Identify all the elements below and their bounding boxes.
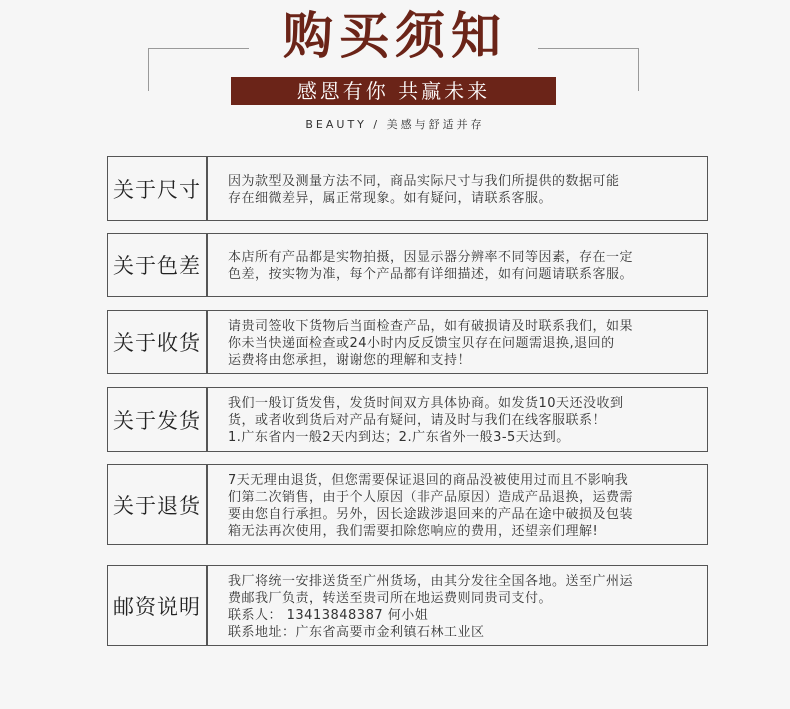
notice-content-receipt — [208, 310, 708, 374]
notice-content-shipping — [208, 387, 708, 452]
contact-address: 联系地址：广东省高要市金利镇石林工业区 — [228, 624, 485, 640]
notice-line: 你未当快递面检查或24小时内反反馈宝贝存在问题需退换,退回的 — [228, 335, 615, 351]
notice-line: 我厂将统一安排送货至广州货场，由其分发往全国各地。送至广州运 — [228, 573, 634, 589]
notice-row-receipt — [107, 310, 708, 374]
notice-line: 费邮我厂负责，转送至贵司所在地运费则同贵司支付。 — [228, 590, 553, 606]
notice-label-shipping: 关于发货 — [107, 387, 208, 452]
notice-content-postage — [208, 565, 708, 646]
notice-label-color: 关于色差 — [107, 233, 208, 297]
notice-row-shipping — [107, 387, 708, 452]
contact-person: 联系人： 13413848387 何小姐 — [228, 607, 429, 623]
notice-row-postage — [107, 565, 708, 646]
notice-line: 要由您自行承担。另外，因长途跋涉退回来的产品在途中破损及包装 — [228, 506, 634, 522]
notice-row-size — [107, 156, 708, 221]
notice-line: 因为款型及测量方法不同，商品实际尺寸与我们所提供的数据可能 — [228, 173, 620, 189]
notice-line: 7天无理由退货，但您需要保证退回的商品没被使用过而且不影响我 — [228, 472, 629, 488]
notice-line: 们第二次销售，由于个人原因（非产品原因）造成产品退换，运费需 — [228, 489, 634, 505]
notice-label-size: 关于尺寸 — [107, 156, 208, 221]
notice-line: 1.广东省内一般2天内到达；2.广东省外一般3-5天达到。 — [228, 430, 570, 445]
notice-label-receipt: 关于收货 — [107, 310, 208, 374]
notice-line: 本店所有产品都是实物拍摄，因显示器分辨率不同等因素，存在一定 — [228, 250, 634, 265]
notice-content-returns — [208, 464, 708, 545]
page-title: 购买须知 — [283, 6, 507, 65]
notice-line: 色差，按实物为准，每个产品都有详细描述，如有问题请联系客服。 — [228, 267, 634, 282]
notice-row-returns — [107, 464, 708, 545]
notice-label-postage: 邮资说明 — [107, 565, 208, 646]
notice-line: 我们一般订货发售，发货时间双方具体协商。如发货10天还没收到 — [228, 396, 624, 411]
notice-line: 箱无法再次使用，我们需要扣除您响应的费用，还望亲们理解! — [228, 523, 599, 539]
notice-line: 货，或者收到货后对产品有疑问，请及时与我们在线客服联系！ — [228, 413, 607, 428]
notice-line: 请贵司签收下货物后当面检查产品，如有破损请及时联系我们，如果 — [228, 318, 634, 334]
tagline: BEAUTY / 美感与舒适并存 — [305, 118, 485, 131]
notice-content-color — [208, 233, 708, 297]
notice-content-size — [208, 156, 708, 221]
notice-row-color — [107, 233, 708, 297]
notice-line: 运费将由您承担，谢谢您的理解和支持！ — [228, 352, 472, 368]
slogan-banner: 感恩有你 共赢未来 — [231, 77, 556, 105]
notice-line: 存在细微差异，属正常现象。如有疑问，请联系客服。 — [228, 190, 553, 206]
notice-label-returns: 关于退货 — [107, 464, 208, 545]
